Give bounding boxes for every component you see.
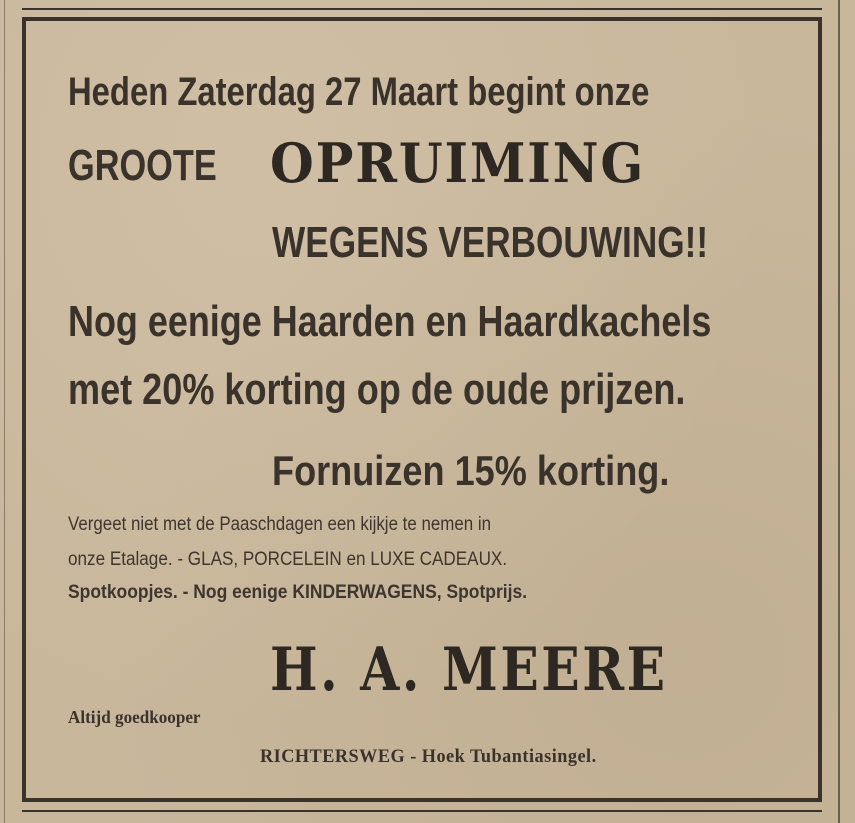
offer-haarden: Nog eenige Haarden en Haardkachels	[68, 297, 712, 346]
headline-opruiming: OPRUIMING	[270, 131, 646, 195]
border-bottom-thick	[22, 798, 822, 802]
offer-korting-20: met 20% korting op de oude prijzen.	[68, 365, 686, 414]
border-right	[818, 17, 822, 802]
company-address: RICHTERSWEG - Hoek Tubantiasingel.	[260, 746, 597, 767]
small-text-line-2: onze Etalage. - GLAS, PORCELEIN en LUXE CADEAUX.	[68, 549, 508, 570]
offer-fornuizen: Fornuizen 15% korting.	[272, 447, 670, 494]
border-top-thin	[22, 8, 822, 10]
border-left	[22, 17, 26, 802]
small-text-line-3: Spotkoopjes. - Nog eenige KINDERWAGENS, Spotprijs.	[68, 582, 528, 603]
headline-groote: GROOTE	[68, 141, 217, 190]
page-edge-left	[4, 0, 5, 823]
company-slogan: Altijd goedkooper	[68, 707, 201, 727]
page-edge-right	[838, 0, 840, 823]
small-text-line-1: Vergeet niet met de Paaschdagen een kijkje te nemen in	[68, 514, 492, 535]
border-top-thick	[22, 17, 822, 21]
headline-date: Heden Zaterdag 27 Maart begint onze	[68, 70, 650, 114]
headline-wegens-verbouwing: WEGENS VERBOUWING!!	[272, 218, 709, 267]
company-name: H. A. MEERE	[270, 635, 668, 705]
border-bottom-thin	[22, 810, 822, 812]
